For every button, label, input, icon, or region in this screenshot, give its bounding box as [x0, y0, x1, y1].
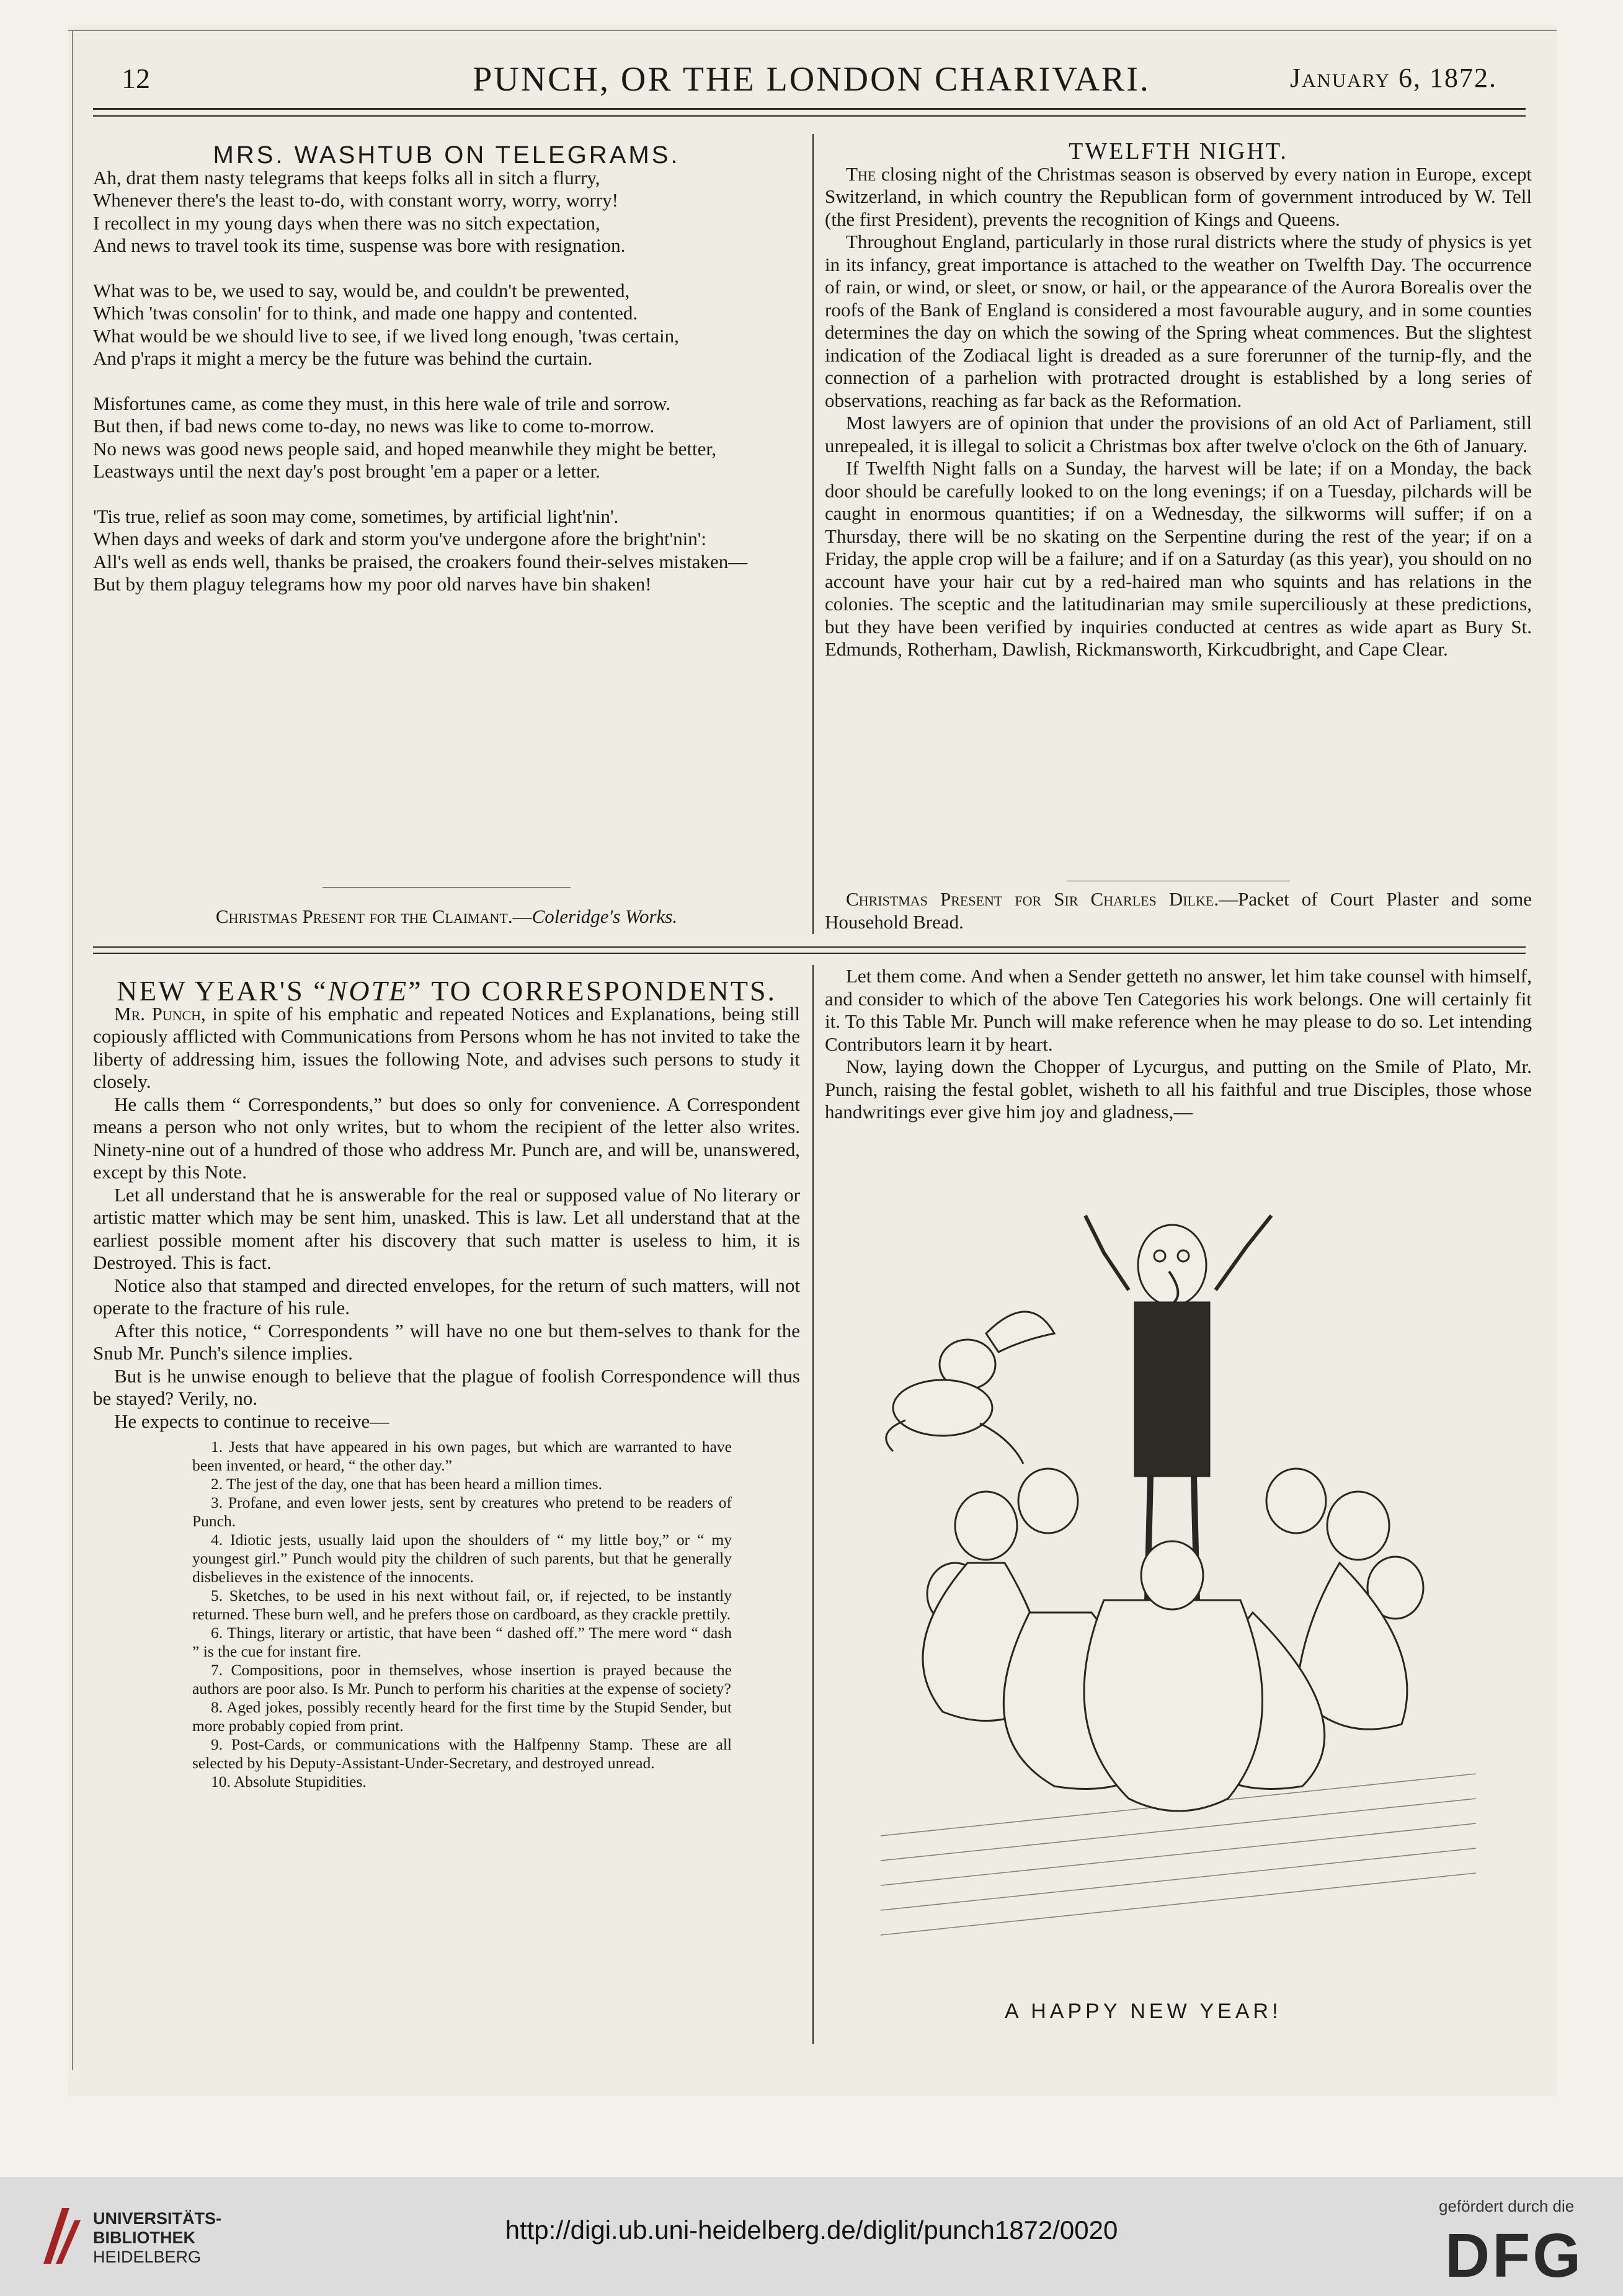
- poem-line: Whenever there's the least to-do, with constant worry, worry, worry!: [93, 189, 618, 211]
- twelfth-p2: Throughout England, particularly in those rural districts where the study of physics is yet in its infancy, great importance is attached to the weather on Twelfth Day. The occurrence of rain, or wind, or sleet, or snow, or hail, or the appearance of the Aurora Borealis over the roofs of the Bank of England is considered a most favourable augury, and in some counties determines the day on which the sowing of the Spring wheat commences. But the slightest indication of the Zodiacal light is dreaded as a sure forerunner of the turnip-fly, and the connection of a parhelion with protracted drought is established by a long series of observations, reaching as far back as the Reformation.: [825, 231, 1532, 411]
- notes-p1: in spite of his emphatic and repeated Notices and Explanations, being still copiously afflicted with Communications from Persons whom he has not invited to take the liberty of addressing him, issues the following Note, and advises such persons to study it closely.: [93, 1002, 800, 1092]
- poem-line: Ah, drat them nasty telegrams that keeps folks all in sitch a flurry,: [93, 166, 600, 189]
- masthead-title: PUNCH, OR THE LONDON CHARIVARI.: [473, 60, 1150, 99]
- list-item: 3. Profane, and even lower jests, sent by creatures who pretend to be readers of Punch.: [192, 1493, 732, 1530]
- notes-right-p2: Now, laying down the Chopper of Lycurgus, and putting on the Smile of Plato, Mr. Punch, raising the festal goblet, wisheth to all his faithful and true Disciples, those whose handwritings ever give him joy and gladness,—: [825, 1056, 1532, 1123]
- funding-note: gefördert durch die: [1439, 2197, 1575, 2215]
- page-edge-left: [72, 30, 73, 2070]
- poem-line: And p'raps it might a mercy be the future was behind the curtain.: [93, 347, 593, 369]
- list-item: 1. Jests that have appeared in his own pages, but which are warranted to have been invented, or heard, “ the other day.”: [192, 1438, 732, 1474]
- twelfth-lead: The: [846, 162, 876, 185]
- poem-line: Misfortunes came, as come they must, in this here wale of trile and sorrow.: [93, 392, 671, 414]
- list-item: 5. Sketches, to be used in his next without fail, or, if rejected, to be instantly returned. These burn well, and he prefers those on cardboard, as they crackle prettily.: [192, 1586, 732, 1623]
- happy-new-year-illustration: [868, 1178, 1488, 1960]
- twelfth-title: TWELFTH NIGHT.: [1069, 138, 1288, 164]
- poem-line: What was to be, we used to say, would be, and couldn't be prewented,: [93, 279, 630, 301]
- source-url-link[interactable]: http://digi.ub.uni-heidelberg.de/diglit/punch1872/0020: [505, 2215, 1118, 2245]
- twelfth-p4: If Twelfth Night falls on a Sunday, the harvest will be late; if on a Monday, the back door should be carefully looked to on the long evenings; if on a Tuesday, pilchards will be caught in enormous quantities; if on a Wednesday, the silkworms will suffer; if on a Thursday, there will be no skating on the Serpentine during the rest of the year; if on a Friday, the apple crop will be a failure; and if on a Saturday (as this year), you should on no account have your hair cut by a red-haired man who squints and has relations in the colonies. The sceptic and the latitudinarian may smile superciliously at these predictions, but they have been verified by inquiries conducted at centres as wide apart as Bury St. Edmunds, Rotherham, Dawlish, Rickmansworth, Kirkcudbright, and Cape Clear.: [825, 457, 1532, 660]
- stanza-4: [93, 505, 800, 596]
- twelfth-p3: Most lawyers are of opinion that under the provisions of an old Act of Parliament, still unrepealed, it is illegal to solicit a Christmas box after twelve o'clock on the 6th of January.: [825, 412, 1532, 456]
- section-rule-1: [93, 946, 1526, 948]
- poem-line: But by them plaguy telegrams how my poor old narves have bin shaken!: [93, 573, 652, 595]
- poem-line: No news was good news people said, and hoped meanwhile they might be better,: [93, 437, 717, 460]
- claimant-dash: —: [512, 905, 532, 927]
- dilke-note: [825, 888, 1532, 933]
- library-name: UNIVERSITÄTS- BIBLIOTHEK HEIDELBERG: [93, 2209, 222, 2266]
- poem-line: Leastways until the next day's post brought 'em a paper or a letter.: [93, 460, 600, 482]
- list-item: 9. Post-Cards, or communications with the Halfpenny Stamp. These are all selected by his Deputy-Assistant-Under-Secretary, and destroyed unread.: [192, 1735, 732, 1772]
- notes-continuation: [825, 965, 1532, 1124]
- stanza-1: [93, 167, 800, 257]
- notes-p5: After this notice, “ Correspondents ” will have no one but them-selves to thank for the Snub Mr. Punch's silence implies.: [93, 1319, 800, 1364]
- claimant-note: [93, 905, 800, 928]
- notes-title: NEW YEAR'S “NOTE” TO CORRESPONDENTS.: [116, 975, 777, 1007]
- poem-line: And news to travel took its time, suspense was bore with resignation.: [93, 234, 626, 256]
- poem-column: [93, 141, 800, 596]
- cherub: [886, 1312, 1054, 1464]
- page-edge-top: [68, 30, 1557, 31]
- short-rule-left: [322, 887, 571, 888]
- header-rule-2: [93, 115, 1526, 117]
- list-item: 2. The jest of the day, one that has been heard a million times.: [211, 1475, 602, 1493]
- page-number: 12: [122, 63, 150, 94]
- notes-p3: Let all understand that he is answerable for the real or supposed value of No literary or artistic matter which may be sent him, unasked. This is law. Let all understand that at the earliest possible moment after his discovery that such matter is useless to him, it is Destroyed. This is fact.: [93, 1183, 800, 1273]
- illustration-caption: A HAPPY NEW YEAR!: [1005, 2000, 1282, 2023]
- notes-column: [93, 975, 800, 1791]
- list-item: 6. Things, literary or artistic, that have been “ dashed off.” The mere word “ dash ” is the cue for instant fire.: [192, 1624, 732, 1660]
- twelfth-p1: closing night of the Christmas season is observed by every nation in Europe, except Switzerland, in which country the Republican form of government introduced by W. Tell (the first President), prevents the recognition of Kings and Queens.: [825, 162, 1532, 230]
- issue-date: January 6, 1872.: [1290, 63, 1498, 93]
- list-item: 4. Idiotic jests, usually laid upon the shoulders of “ my little boy,” or “ my youngest girl.” Punch would pity the children of such parents, but that he generally disbelieves in the existence of the innocents.: [192, 1531, 732, 1586]
- poem-line: All's well as ends well, thanks be praised, the croakers found their-selves mistaken—: [93, 550, 748, 572]
- poem-line: But then, if bad news come to-day, no news was like to come to-morrow.: [93, 415, 655, 437]
- notes-lead: Mr. Punch,: [114, 1002, 206, 1025]
- list-item: 8. Aged jokes, possibly recently heard for the first time by the Stupid Sender, but more probably copied from print.: [192, 1698, 732, 1735]
- poem-line: What would be we should live to see, if we lived long enough, 'twas certain,: [93, 324, 679, 347]
- claimant-source: Coleridge's Works.: [531, 905, 678, 927]
- poem-title: MRS. WASHTUB ON TELEGRAMS.: [213, 141, 680, 169]
- notes-right-p1: Let them come. And when a Sender getteth no answer, let him take counsel with himself, and consider to which of the above Ten Categories his work belongs. One will certainly fit it. To this Table Mr. Punch will make reference when he may please to do so. Let intending Contributors learn it by heart.: [825, 965, 1532, 1055]
- column-divider-top: [812, 134, 814, 934]
- notes-p4: Notice also that stamped and directed envelopes, for the return of such matters, will not operate to the fracture of his rule.: [93, 1274, 800, 1319]
- claimant-label: Christmas Present for the Claimant.: [215, 905, 513, 927]
- dilke-text: —Packet of Court Plaster and some Household Bread.: [825, 888, 1532, 933]
- dfg-logo: DFG: [1445, 2221, 1584, 2290]
- poem-line: 'Tis true, relief as soon may come, sometimes, by artificial light'nin'.: [93, 505, 619, 527]
- column-divider-bottom: [812, 965, 814, 2044]
- notes-list: [192, 1438, 732, 1791]
- notes-p6: But is he unwise enough to believe that the plague of foolish Correspondence will thus be stayed? Verily, no.: [93, 1364, 800, 1409]
- twelfth-night-column: [825, 140, 1532, 661]
- dilke-label: Christmas Present for Sir Charles Dilke.: [846, 888, 1219, 910]
- stanza-2: [93, 280, 800, 370]
- dancers-ring: [923, 1469, 1423, 1811]
- poem-line: When days and weeks of dark and storm you've undergone afore the bright'nin':: [93, 528, 706, 550]
- header-rule-1: [93, 108, 1526, 110]
- poem-line: Which 'twas consolin' for to think, and made one happy and contented.: [93, 302, 638, 324]
- list-item: 7. Compositions, poor in themselves, whose insertion is prayed because the authors are poor also. Is Mr. Punch to perform his charities at the expense of society?: [192, 1661, 732, 1698]
- notes-p2: He calls them “ Correspondents,” but does so only for convenience. A Correspondent means a person who not only writes, but to whom the recipient of the letter also writes. Ninety-nine out of a hundred of those who address Mr. Punch are, and will be, unanswered, except by this Note.: [93, 1093, 800, 1183]
- notes-p7: He expects to continue to receive—: [114, 1410, 389, 1432]
- stanza-3: [93, 393, 800, 483]
- section-rule-2: [93, 953, 1526, 954]
- poem-line: I recollect in my young days when there was no sitch expectation,: [93, 211, 600, 234]
- list-item: 10. Absolute Stupidities.: [211, 1773, 367, 1791]
